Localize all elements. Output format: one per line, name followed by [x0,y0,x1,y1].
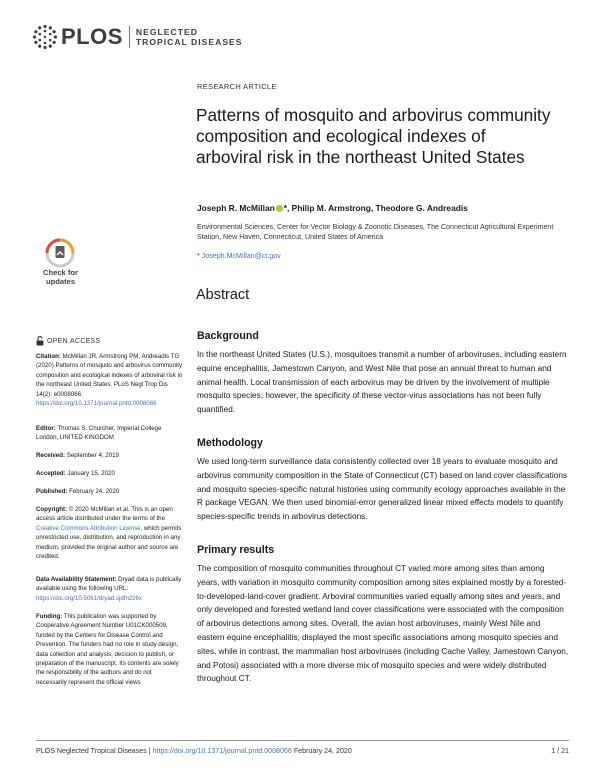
section-body: The composition of mosquito communities throughout CT varied more among sites than among years, with variation in mosquito community composition among sites explained mostly by a forested-to-developed-land-cover gradient. Arboviral communities varied equally among sites and years, and only developed and forested wetland land cover classifications were associated with the composition of arbovirus detections among sites. Overall, the avian host arboviruses, mainly West Nile and eastern equine encephalitis, displayed the most specific associations among mosquito species and sites, while in contrast, the mammalian host arboviruses (including Cache Valley, Jamestown Canyon, and Potosi) associated with a more diverse mix of mosquito species and were widely distributed throughout CT. [197,564,569,684]
accepted-date: January 15, 2020 [67,470,115,477]
received-block [36,451,184,460]
author-name[interactable]: Philip M. Armstrong, [291,203,374,213]
citation-doi-link[interactable]: https://doi.org/10.1371/journal.pntd.0008066 [36,400,157,408]
published-date: February 24, 2020 [69,488,120,495]
plos-dots-icon [32,24,58,50]
data-availability-text: Dryad data is publically available using the following URL: [36,576,182,593]
journal-name-line2: TROPICAL DISEASES [135,37,243,47]
funding-label: Funding: [36,613,63,620]
accepted-block [36,469,184,478]
data-availability-label: Data Availability Statement: [36,576,117,583]
check-updates-label [37,268,84,286]
citation-label: Citation: [36,353,61,360]
data-availability-block [36,575,184,603]
article-type: RESEARCH ARTICLE [197,82,277,91]
check-for-updates-badge[interactable] [37,238,84,294]
footer-date: February 24, 2020 [293,747,352,755]
section-primary-results [197,544,569,686]
citation-block [36,352,184,408]
corresponding-email-link[interactable]: Joseph.McMillan@ct.gov [201,252,281,260]
abstract-heading: Abstract [196,287,250,303]
corresponding-author [197,252,281,260]
corresponding-mark: * [197,252,200,260]
published-label: Published: [36,488,68,495]
journal-name-line1: NEGLECTED [135,27,198,37]
editor-label: Editor: [36,425,56,432]
received-label: Received: [36,452,66,459]
logo-divider [129,26,130,48]
editor-text: Thomas S. Churcher, Imperial College London, UNITED KINGDOM [36,425,162,442]
section-body: We used long-term surveillance data consistently collected over 18 years to evaluate mosquito and arbovirus community composition in the State of Connecticut (CT) based on land cover classifications and mosquito species-specific natural histories using community ecology approaches available in the R package VEGAN. We then used binomial-error generalized linear mixed effects models to quantify species-specific trends in arbovirus detections. [197,457,568,522]
journal-logo[interactable] [32,24,243,50]
page-footer [36,747,352,755]
footer-doi-link[interactable]: https://doi.org/10.1371/journal.pntd.0008066 [152,747,292,755]
copyright-label: Copyright: [36,506,68,513]
orcid-icon[interactable] [276,205,283,212]
section-heading: Background [197,330,259,342]
copyright-block [36,505,184,561]
dryad-data-link[interactable]: https://doi.org/10.5061/dryad.sjdfn2z6x [36,594,142,602]
footer-journal: PLOS Neglected Tropical Diseases | [36,747,151,755]
copyright-text-end: , which permits unrestricted use, distribution, and reproduction in any medium, provided the original author and source are credited. [36,524,182,561]
section-body: In the northeast United States (U.S.), mosquitoes transmit a number of arboviruses, including eastern equine encephalitis, Jamestown Canyon, and West Nile that pose an annual threat to human and animal health. Local transmission of each arbovirus may be driven by the involvement of multiple mosquito species; however, the specificity of these vector-virus associations has not been fully quantified. [197,350,567,415]
footer-divider [36,740,569,741]
open-access-badge [36,336,100,346]
citation-text: McMillan JR, Armstrong PM, Andreadis TG (2020) Patterns of mosquito and arbovirus community composition and ecological indexes of arboviral risk in the northeast United States. PLoS Negl Trop Dis 14(2): e0008066. [36,353,183,398]
section-heading: Methodology [197,437,263,449]
author-list [197,203,567,213]
corresponding-mark: *, [283,203,290,213]
editor-block [36,424,184,443]
funding-text: This publication was supported by Cooperative Agreement Number U01CK000509, funded by the Centers for Disease Control and Prevention. The funders had no role in study design, data collection and analysis, decision to publish, or preparation of the manuscript. Its contents are solely the responsibility of the authors and do not necessarily represent the official views [36,613,179,686]
page-number: 1 / 21 [551,747,569,755]
check-updates-icon [45,238,75,268]
copyright-text: © 2020 McMillan et al. This is an open access article distributed under the terms of the [36,506,173,523]
article-title: Patterns of mosquito and arbovirus community composition and ecological indexes of arboviral risk in the northeast United States [196,105,551,167]
open-lock-icon [36,336,44,346]
plos-wordmark: PLOS [61,24,123,49]
published-block [36,487,184,496]
open-access-label: OPEN ACCESS [47,337,101,345]
accepted-label: Accepted: [36,470,66,477]
check-updates-line1: Check for [42,268,79,277]
received-date: September 4, 2019 [66,452,119,459]
check-updates-line2: updates [45,277,76,286]
funding-block [36,612,184,687]
section-methodology [197,437,569,524]
license-link[interactable]: Creative Commons Attribution License [36,524,141,532]
journal-name [136,27,243,47]
section-background [197,330,569,417]
author-name[interactable]: Joseph R. McMillan [197,203,275,213]
affiliation: Environmental Sciences, Center for Vector Biology & Zoonotic Diseases, The Connecticut Agricultural Experiment Station, New Haven, Connecticut, United States of America [197,223,554,241]
author-name[interactable]: Theodore G. Andreadis [375,203,468,213]
section-heading: Primary results [197,544,275,556]
